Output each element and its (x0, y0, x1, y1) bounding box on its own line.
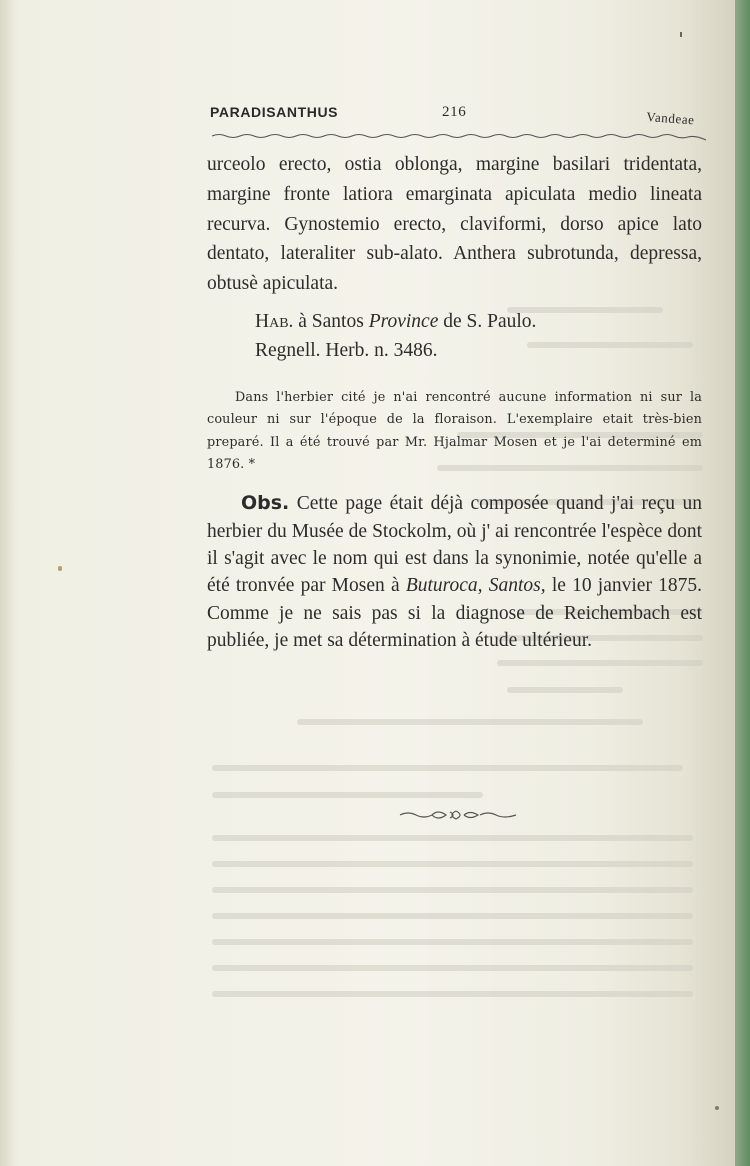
habitat-location-suffix: de S. Paulo. (443, 310, 537, 332)
collector-note-text: Dans l'herbier cité je n'ai rencontré aucune information ni sur la couleur ni sur l'époque de la floraison. L'exemplaire etait très-bien preparé. Il a été trouvé par Mr. Hjalmar Mosen et je l'ai determiné em 1876. * (207, 389, 702, 472)
observation-text-part2: le 10 janvier 1875. Comme je ne sais pas si la diagnose de Reichembach est publiée, je met sa détermination à étude ultérieur. (207, 575, 703, 652)
observation-place: Buturoca, Santos, (405, 575, 546, 597)
habitat-herbarium: Regnell. Herb. n. 3486. (255, 339, 438, 361)
page-header (210, 104, 710, 134)
collector-note (207, 387, 702, 476)
habitat-block (255, 307, 702, 365)
page-body (207, 150, 702, 655)
page-mark (680, 32, 682, 37)
paper-speck (715, 1106, 719, 1110)
header-wavy-rule (210, 131, 710, 145)
habitat-label: Hab. (255, 310, 294, 332)
tribe-name: Vandeae (645, 109, 696, 128)
habitat-location-prefix: à Santos (298, 310, 364, 332)
description-paragraph: urceolo erecto, ostia oblonga, margine basilari tridentata, margine fronte latiora emarginata apiculata medio lineata recurva. Gynostemio erecto, claviformi, dorso apice lato dentato, lateraliter sub-alato. Anthera subrotunda, depressa, obtusè apiculata. (207, 154, 702, 295)
page-gutter-shadow (0, 0, 18, 1166)
habitat-province: Province (368, 310, 439, 332)
fleuron-ornament (398, 808, 520, 822)
observation-paragraph (207, 490, 702, 654)
running-title: PARADISANTHUS (210, 104, 339, 120)
observation-label: Obs. (241, 492, 290, 515)
paper-speck (58, 566, 62, 571)
page-number: 216 (442, 104, 467, 120)
observation-text-part1: Cette page était déjà composée quand j'ai reçu un herbier du Musée de Stockolm, où j' ai rencontrée l'espèce dont il s'agit avec le nom qui est dans la synonimie, notée qu'elle a été tronvée par Mosen à (207, 493, 703, 597)
page-edge (735, 0, 750, 1166)
